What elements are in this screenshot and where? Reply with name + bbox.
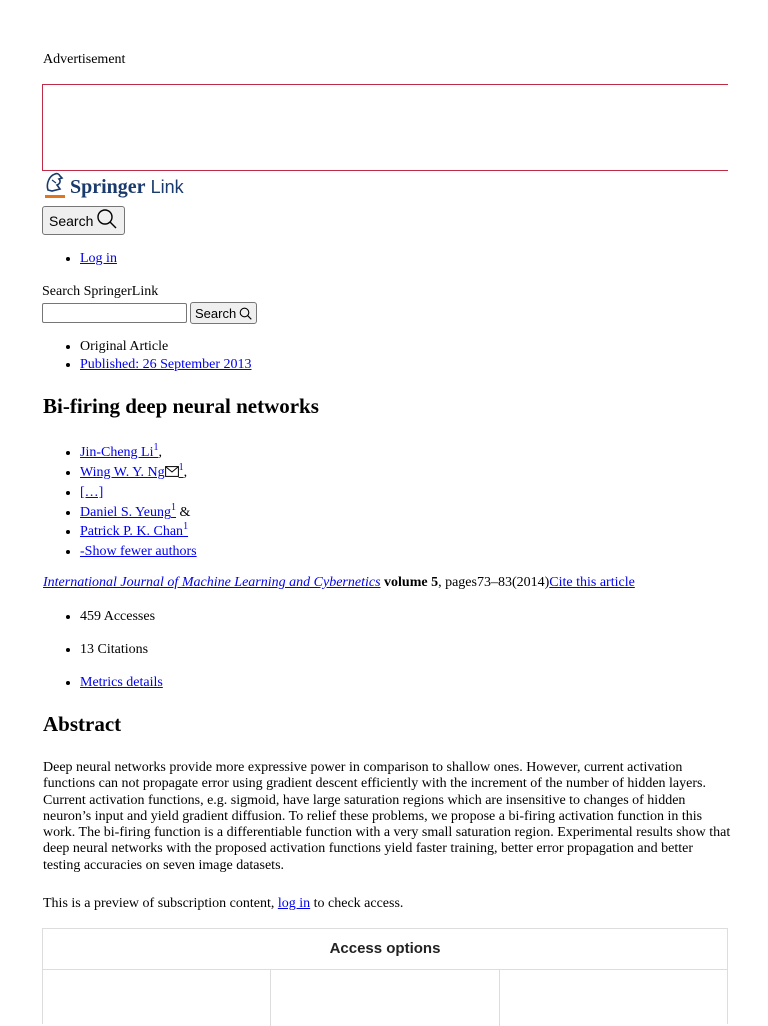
advertisement-box[interactable] bbox=[42, 84, 728, 171]
search-label: Search SpringerLink bbox=[42, 284, 159, 299]
volume: volume 5 bbox=[384, 575, 439, 590]
login-link[interactable]: Log in bbox=[80, 251, 117, 266]
citation-line bbox=[43, 575, 763, 591]
author-item: • Daniel S. Yeung$^1$ & bbox=[80, 503, 768, 523]
logo-word-springer: Springer bbox=[70, 175, 146, 198]
article-metrics bbox=[42, 608, 768, 707]
author-link[interactable]: Daniel S. Yeung$^1$ bbox=[80, 501, 177, 520]
cite-article-link[interactable]: Cite this article bbox=[549, 575, 635, 590]
access-options-title: Access options bbox=[43, 929, 727, 970]
access-option-column[interactable] bbox=[500, 970, 727, 1026]
author-item bbox=[80, 542, 768, 562]
search-icon bbox=[239, 307, 252, 320]
accesses-count: • 459 Accesses bbox=[80, 608, 768, 626]
author-list bbox=[42, 443, 768, 561]
advertisement-label: Advertisement bbox=[43, 52, 126, 67]
author-item: • Jin-Cheng Li$^1$, bbox=[80, 443, 768, 463]
author-item bbox=[80, 522, 768, 542]
logo-word-link: Link bbox=[150, 176, 184, 197]
search-submit-label: Search bbox=[195, 305, 237, 321]
metrics-details-link[interactable]: Metrics details bbox=[80, 675, 163, 690]
search-icon bbox=[96, 208, 118, 233]
article-type: • Original Article bbox=[80, 338, 768, 356]
metrics-item bbox=[80, 674, 768, 692]
abstract-text: Deep neural networks provide more expressive power in comparison to shallow ones. However, current activation functions can not propagate error using gradient descent efficiently with the increment of the number of hidden layers. Current activation functions, e.g. sigmoid, have large saturation regions which are insensitive to changes of hidden neuron’s input and yield gradient diffusion. To relief these problems, we propose a bi-firing activation function in this work. The bi-firing function is a differentiable function with a very small saturation region. Experimental results show that deep neural networks with the proposed activation functions yield faster training, better error propagation and better testing accuracies on seven image datasets. bbox=[43, 760, 731, 873]
author-link[interactable]: Patrick P. K. Chan$^1$ bbox=[80, 521, 189, 539]
show-fewer-authors-link[interactable]: -Show fewer authors bbox=[80, 543, 197, 559]
published-item bbox=[80, 356, 768, 374]
published-date-link[interactable]: Published: 26 September 2013 bbox=[80, 357, 252, 372]
email-icon bbox=[165, 464, 179, 484]
article-meta bbox=[42, 338, 768, 374]
author-item bbox=[80, 483, 768, 503]
access-option-column[interactable] bbox=[43, 970, 271, 1026]
article-title: Bi-firing deep neural networks bbox=[43, 394, 319, 418]
citations-count: • 13 Citations bbox=[80, 641, 768, 659]
author-link[interactable]: Jin-Cheng Li$^1$ bbox=[80, 442, 159, 460]
author-item: • Wing W. Y. Ng $^1$, bbox=[80, 463, 768, 484]
abstract-heading: Abstract bbox=[43, 712, 122, 736]
search-submit-button[interactable] bbox=[190, 302, 257, 324]
search-toggle-button[interactable] bbox=[42, 206, 125, 235]
preview-login-link[interactable]: log in bbox=[277, 896, 311, 911]
search-button-label: Search bbox=[49, 212, 94, 229]
search-input[interactable] bbox=[42, 303, 187, 323]
pages: , pages73–83(2014) bbox=[438, 575, 550, 590]
login-item bbox=[80, 250, 768, 268]
access-options-panel bbox=[42, 928, 728, 1024]
springer-link-logo[interactable] bbox=[44, 172, 184, 202]
springer-horse-icon bbox=[44, 170, 66, 205]
account-menu bbox=[42, 250, 768, 268]
preview-notice: This is a preview of subscription content, log in to check access. bbox=[43, 896, 404, 911]
author-link[interactable]: Wing W. Y. Ng $^1$ bbox=[80, 465, 184, 480]
access-option-column[interactable] bbox=[271, 970, 499, 1026]
show-more-authors-link[interactable]: […] bbox=[80, 485, 104, 500]
journal-link[interactable]: International Journal of Machine Learning and Cybernetics bbox=[43, 575, 381, 590]
